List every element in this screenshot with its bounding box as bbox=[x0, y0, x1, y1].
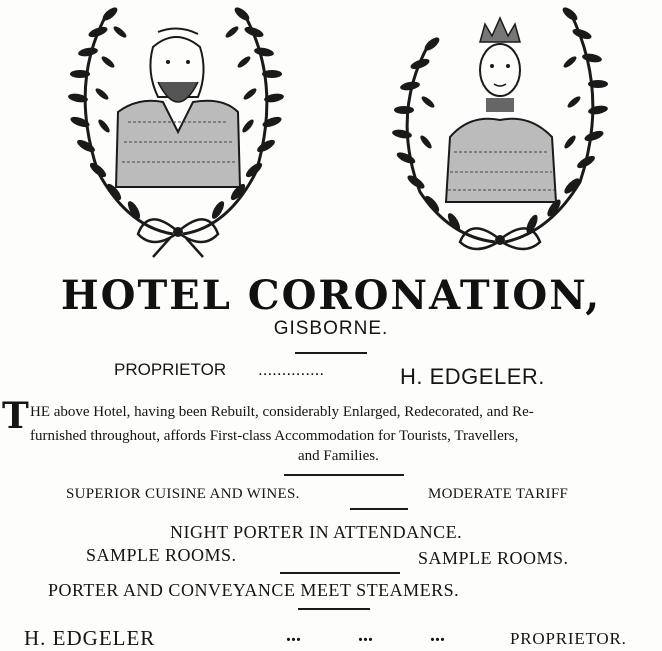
description-line: HE above Hotel, having been Rebuilt, considerably Enlarged, Redecorated, and Re- bbox=[30, 404, 534, 420]
hotel-title: HOTEL CORONATION, bbox=[60, 272, 602, 319]
proprietor-name: H. EDGELER. bbox=[400, 364, 545, 389]
divider bbox=[350, 508, 408, 510]
footer-dots: ... bbox=[430, 624, 445, 646]
night-porter-text: NIGHT PORTER IN ATTENDANCE. bbox=[170, 522, 463, 542]
divider bbox=[298, 608, 370, 610]
proprietor-label: PROPRIETOR bbox=[114, 360, 227, 379]
divider bbox=[280, 572, 400, 574]
porter-conveyance-text: PORTER AND CONVEYANCE MEET STEAMERS. bbox=[48, 580, 460, 600]
divider bbox=[284, 474, 404, 476]
footer-dots: ... bbox=[358, 624, 373, 646]
king-portrait-illustration bbox=[58, 2, 298, 258]
sample-rooms-left: SAMPLE ROOMS. bbox=[86, 545, 237, 565]
description-line: and Families. bbox=[298, 448, 379, 464]
footer-proprietor-label: PROPRIETOR. bbox=[510, 629, 627, 648]
cuisine-text: SUPERIOR CUISINE AND WINES. bbox=[66, 486, 300, 502]
divider bbox=[295, 352, 367, 354]
description-line: furnished throughout, affords First-class Accommodation for Tourists, Travellers, bbox=[30, 428, 519, 444]
footer-proprietor-name: H. EDGELER bbox=[24, 626, 156, 650]
sample-rooms-right: SAMPLE ROOMS. bbox=[418, 548, 569, 568]
tariff-text: MODERATE TARIFF bbox=[428, 486, 569, 502]
town-subtitle: GISBORNE. bbox=[273, 318, 389, 339]
queen-portrait-illustration bbox=[380, 2, 620, 258]
leader-dots: .............. bbox=[258, 360, 325, 379]
footer-dots: ... bbox=[286, 624, 301, 646]
dropcap-letter: T bbox=[2, 395, 29, 437]
